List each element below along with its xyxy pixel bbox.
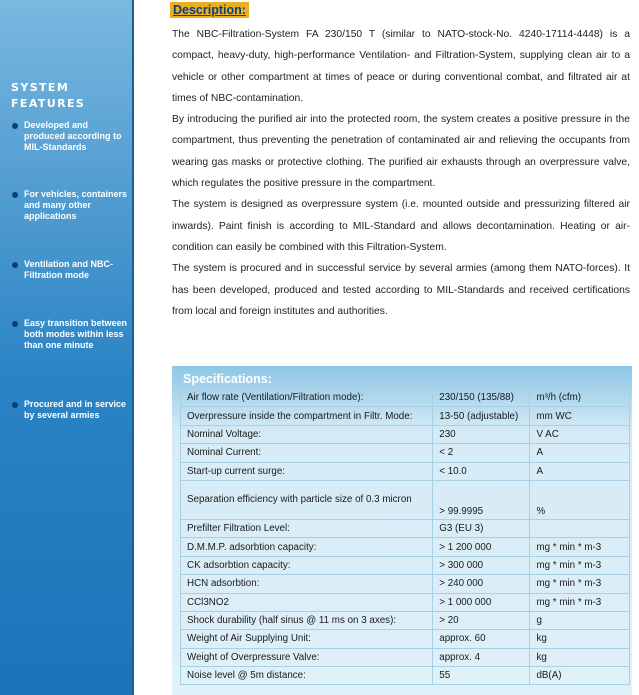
- bullet-icon: [12, 262, 18, 268]
- table-row: [181, 667, 630, 685]
- description-paragraph: The system is designed as overpressure system (i.e. mounted outside and pressurizing filtered air inwards). Paint finish is according to MIL-Standard and allows decontamination. Heating or air-condition can easily be combined with this Filtration-System.: [172, 199, 630, 253]
- feature-text: For vehicles, containers and many other applications: [24, 189, 128, 221]
- spec-value: < 2: [433, 444, 530, 462]
- table-row: [181, 593, 630, 611]
- spec-unit: mm WC: [530, 407, 630, 425]
- spec-label: Weight of Overpressure Valve:: [181, 648, 433, 666]
- spec-label: Air flow rate (Ventilation/Filtration mode):: [181, 389, 433, 407]
- sidebar-title-line2: FEATURES: [11, 97, 86, 110]
- spec-label: Start-up current surge:: [181, 462, 433, 480]
- feature-text: Ventilation and NBC-Filtration mode: [24, 259, 114, 280]
- spec-label: Nominal Current:: [181, 444, 433, 462]
- spec-unit: mg * min * m-3: [530, 575, 630, 593]
- spec-unit: g: [530, 611, 630, 629]
- spec-label: Shock durability (half sinus @ 11 ms on 3 axes):: [181, 611, 433, 629]
- bullet-icon: [12, 192, 18, 198]
- table-row: [181, 648, 630, 666]
- table-row: [181, 425, 630, 443]
- table-row: [181, 462, 630, 480]
- feature-text: Procured and in service by several armies: [24, 399, 127, 420]
- spec-label: CK adsorbtion capacity:: [181, 556, 433, 574]
- sidebar-title-line1: SYSTEM: [11, 81, 70, 94]
- spec-value: > 1 000 000: [433, 593, 530, 611]
- spec-unit: V AC: [530, 425, 630, 443]
- bullet-icon: [12, 123, 18, 129]
- description-body: [172, 24, 630, 322]
- spec-unit: kg: [530, 648, 630, 666]
- spec-label: Nominal Voltage:: [181, 425, 433, 443]
- spec-value: > 1 200 000: [433, 538, 530, 556]
- description-paragraph: The system is procured and in successful service by several armies (among them NATO-forces). It has been developed, produced and tested according to MIL-Standards and received certifications from local and foreign institutes and authorities.: [172, 263, 630, 317]
- spec-label: Noise level @ 5m distance:: [181, 667, 433, 685]
- table-row: [181, 389, 630, 407]
- specifications-heading: Specifications:: [183, 372, 272, 386]
- spec-unit: m³/h (cfm): [530, 389, 630, 407]
- spec-label: CCl3NO2: [181, 593, 433, 611]
- spec-label: Weight of Air Supplying Unit:: [181, 630, 433, 648]
- spec-unit: kg: [530, 630, 630, 648]
- spec-label: HCN adsorbtion:: [181, 575, 433, 593]
- sidebar: [0, 0, 134, 695]
- feature-text: Developed and produced according to MIL-Standards: [24, 120, 122, 152]
- spec-unit: A: [530, 462, 630, 480]
- spec-label: Separation efficiency with particle size of 0.3 micron: [181, 480, 433, 519]
- feature-text: Easy transition between both modes within less than one minute: [24, 318, 128, 350]
- spec-unit: A: [530, 444, 630, 462]
- table-row: [181, 630, 630, 648]
- spec-value: 55: [433, 667, 530, 685]
- spec-value: > 240 000: [433, 575, 530, 593]
- spec-label: Overpressure inside the compartment in Filtr. Mode:: [181, 407, 433, 425]
- description-paragraph: By introducing the purified air into the protected room, the system creates a positive pressure in the compartment, thus preventing the penetration of contaminated air and relieving the occupants from wearing gas masks or protective clothing. The purified air exhausts through an overpressure valve, which regulates the positive pressure in the compartment.: [172, 114, 630, 190]
- table-row: [181, 538, 630, 556]
- table-row: [181, 480, 630, 519]
- table-row: [181, 519, 630, 537]
- table-row: [181, 407, 630, 425]
- spec-unit: mg * min * m-3: [530, 593, 630, 611]
- spec-value: > 300 000: [433, 556, 530, 574]
- table-row: [181, 444, 630, 462]
- spec-unit: mg * min * m-3: [530, 538, 630, 556]
- spec-unit: [530, 519, 630, 537]
- description-heading: Description:: [170, 2, 249, 18]
- specifications-table: [180, 388, 630, 685]
- bullet-icon: [12, 402, 18, 408]
- spec-value: 230/150 (135/88): [433, 389, 530, 407]
- table-row: [181, 575, 630, 593]
- spec-unit: dB(A): [530, 667, 630, 685]
- sidebar-title: [11, 80, 85, 112]
- bullet-icon: [12, 321, 18, 327]
- spec-value: 230: [433, 425, 530, 443]
- spec-label: D.M.M.P. adsorbtion capacity:: [181, 538, 433, 556]
- spec-value: > 20: [433, 611, 530, 629]
- spec-label: Prefilter Filtration Level:: [181, 519, 433, 537]
- spec-unit: mg * min * m-3: [530, 556, 630, 574]
- table-row: [181, 611, 630, 629]
- spec-value: 13-50 (adjustable): [433, 407, 530, 425]
- spec-value: < 10.0: [433, 462, 530, 480]
- table-row: [181, 556, 630, 574]
- spec-value: G3 (EU 3): [433, 519, 530, 537]
- spec-value: approx. 4: [433, 648, 530, 666]
- spec-value: > 99.9995: [433, 480, 530, 519]
- spec-value: approx. 60: [433, 630, 530, 648]
- spec-unit: %: [530, 480, 630, 519]
- description-paragraph: The NBC-Filtration-System FA 230/150 T (similar to NATO-stock-No. 4240-17114-4448) is a compact, heavy-duty, high-performance Ventilation- and Filtration-System, supplying clean air to a vehicle or other compartment at times of peace or during conventional combat, and filtrated air at times of NBC-contamination.: [172, 29, 630, 104]
